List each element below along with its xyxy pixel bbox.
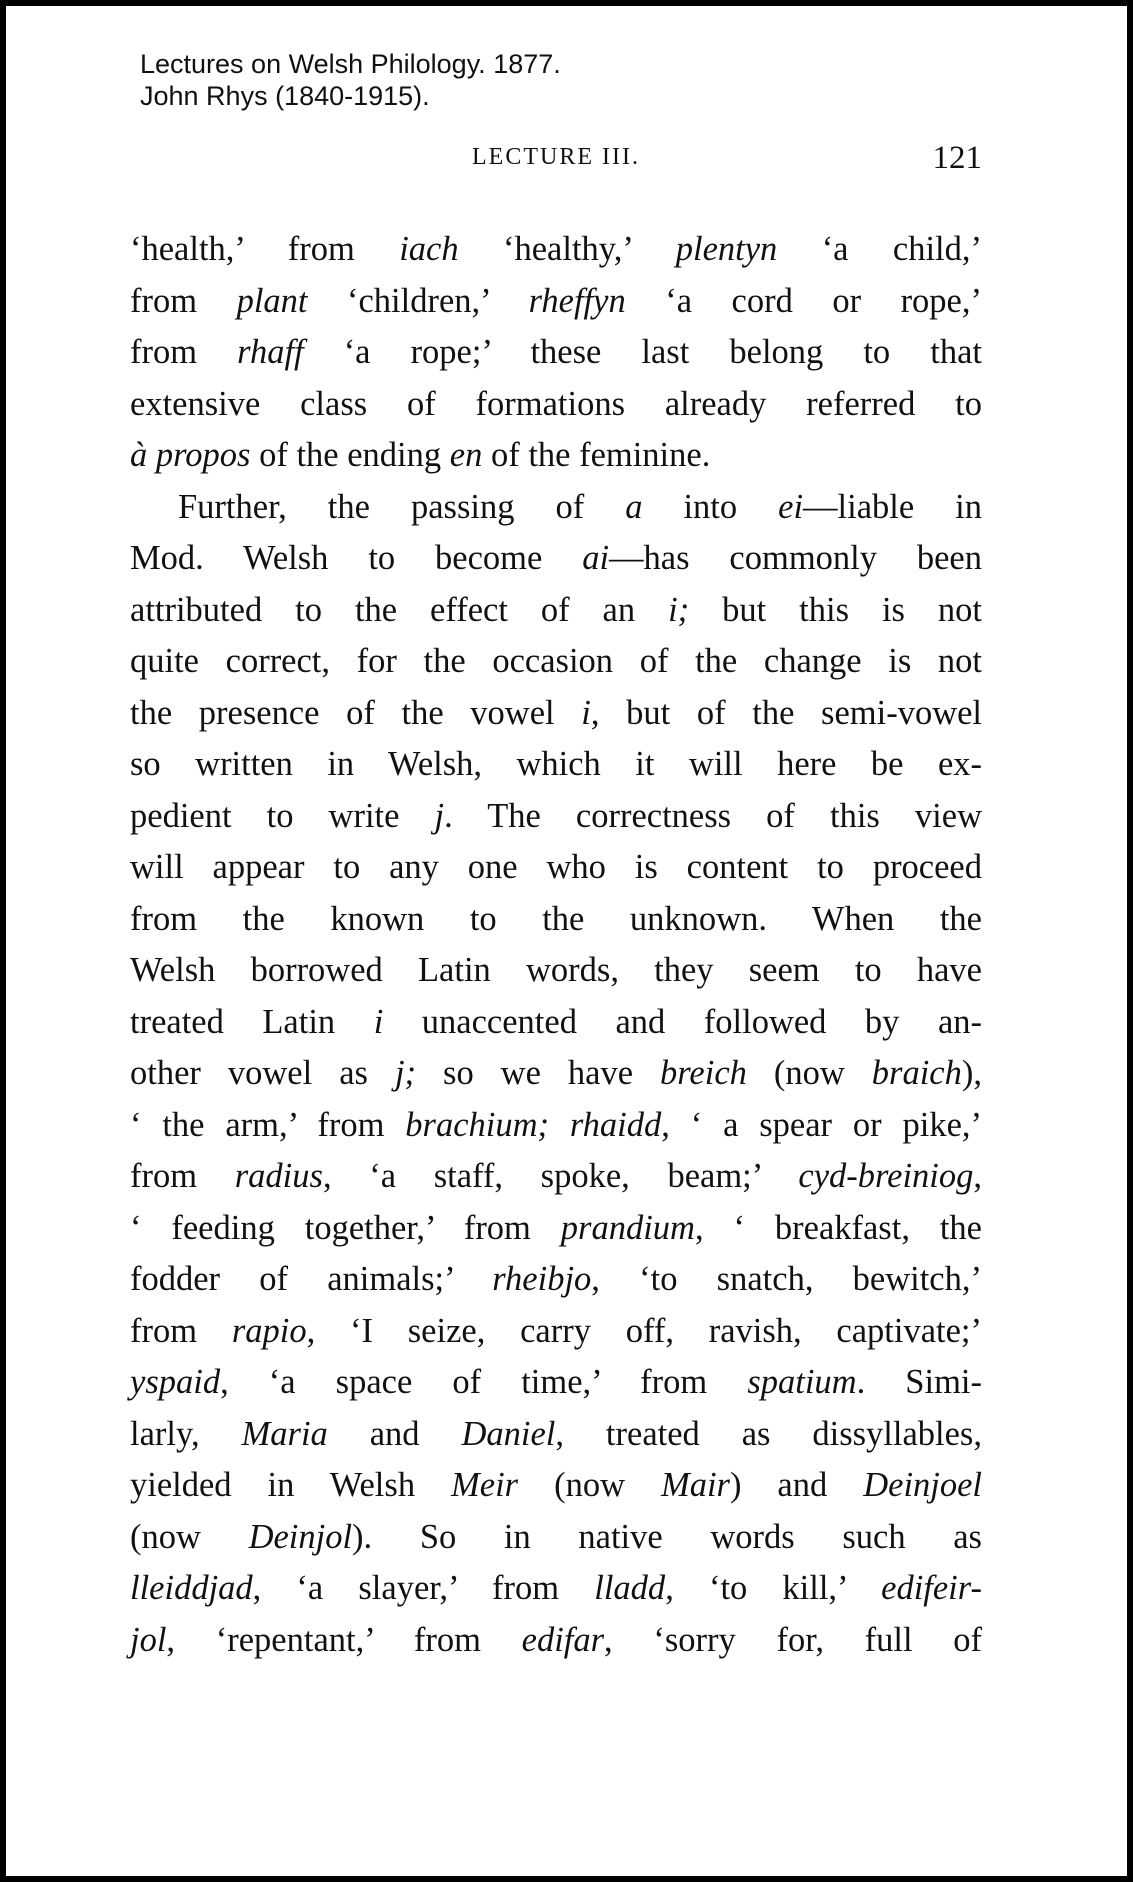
text-run: ‘children,’ [307,281,529,320]
italic-term: Daniel [461,1414,556,1453]
italic-term: Deinjol [248,1517,353,1556]
text-run: ‘a rope;’ these last belong to that [303,333,982,371]
text-run: from [130,1157,235,1195]
book-citation [140,48,561,112]
text-run: , ‘repentant,’ from [166,1620,522,1659]
text-run: , ‘ breakfast, the [694,1208,982,1247]
text-line [130,379,982,431]
italic-term: plant [236,281,308,320]
text-run: unaccented and followed by an- [383,1002,982,1041]
italic-term: lladd [594,1569,666,1607]
italic-term: a [625,487,643,526]
text-run: , ‘sorry for, full of [604,1620,983,1659]
text-run: , treated as dissyllables, [555,1414,982,1453]
italic-term: lleiddjad [130,1569,253,1607]
italic-term: Maria [241,1414,328,1453]
italic-term: braich [871,1054,962,1092]
text-run: ‘ the arm,’ from [130,1105,406,1144]
text-run: , ‘a staff, spoke, beam;’ [322,1157,799,1195]
citation-title: Lectures on Welsh Philology. 1877. [140,49,561,79]
text-run: so we have [416,1054,661,1092]
text-line [130,1512,982,1564]
italic-term: edifeir- [881,1569,982,1607]
text-line [130,1306,982,1358]
text-line [130,688,982,740]
text-run: from [130,281,237,320]
text-line [130,945,982,997]
text-run: . The correctness of this view [444,796,982,835]
text-run: , ‘to kill,’ [665,1569,882,1607]
text-run: ) and [729,1466,864,1504]
running-header [130,140,982,180]
italic-term: breich [660,1054,747,1092]
text-run: yielded in Welsh [130,1466,452,1504]
italic-term: spatium [747,1363,857,1401]
italic-term: Deinjoel [863,1466,983,1504]
text-run: the presence of the vowel [130,693,582,732]
italic-term: radius [234,1157,323,1195]
text-run: quite correct, for the occasion of the change is not [130,642,982,680]
text-run: , ‘a space of time,’ from [220,1363,748,1401]
italic-term: ei [778,487,804,526]
text-run: ‘healthy,’ [458,230,676,268]
text-run: , ‘I seize, carry off, ravish, captivate;’ [306,1311,982,1350]
text-line [130,636,982,688]
italic-term: edifar [521,1620,605,1659]
text-line [130,1254,982,1306]
text-run: other vowel as [130,1054,395,1092]
text-run: treated Latin [130,1002,374,1041]
text-run: , [973,1157,982,1195]
text-run: ), [961,1054,982,1092]
text-run: and [327,1414,462,1453]
text-run: of the feminine. [482,436,711,474]
page-number: 121 [932,140,982,176]
text-run: ‘ feeding together,’ from [130,1208,561,1247]
text-run: extensive class of formations already referred to [130,384,982,423]
italic-term: Mair [660,1466,730,1504]
text-line [130,1203,982,1255]
text-run: Further, the passing of [178,487,626,526]
citation-author: John Rhys (1840-1915). [140,81,430,111]
italic-term: jol [130,1620,167,1659]
text-run: from the known to the unknown. When the [130,899,982,938]
text-run: from [130,333,238,371]
italic-term: yspaid [130,1363,221,1401]
text-line [130,1460,982,1512]
text-run: , ‘to snatch, bewitch,’ [591,1260,982,1298]
italic-term: i [373,1002,384,1041]
italic-term: à propos [130,436,251,474]
italic-term: plentyn [675,230,778,268]
text-run: (now [518,1466,661,1504]
text-run: larly, [130,1414,242,1453]
text-line [130,1100,982,1152]
text-line [130,276,982,328]
text-run: —has commonly been [609,539,982,577]
text-run: so written in Welsh, which it will here be ex- [130,745,982,783]
text-line [130,894,982,946]
italic-term: j [434,796,445,835]
text-line [130,1615,982,1667]
text-run: fodder of animals;’ [130,1260,493,1298]
italic-term: rapio [231,1311,307,1350]
italic-term: rheffyn [528,281,626,320]
text-run: , ‘a slayer,’ from [252,1569,595,1607]
text-line [130,327,982,379]
text-line [130,224,982,276]
italic-term: Meir [451,1466,519,1504]
italic-term: iach [399,230,459,268]
text-run: , but of the semi-vowel [590,693,983,732]
text-line [130,1563,982,1615]
italic-term: i; [668,590,690,629]
text-line [130,791,982,843]
text-run: ‘a child,’ [777,230,982,268]
text-run: ). So in native words such as [352,1517,982,1556]
text-line [130,1409,982,1461]
text-line [130,482,982,534]
italic-term: i [581,693,591,732]
text-run: ‘a cord or rope,’ [625,281,982,320]
italic-term: cyd-breiniog [798,1157,974,1195]
text-line [130,1151,982,1203]
text-run: into [642,487,779,526]
italic-term: rheibjo [492,1260,592,1298]
text-run: attributed to the effect of an [130,590,669,629]
text-run: ‘health,’ from [130,230,400,268]
text-run: . Simi- [856,1363,982,1401]
text-run: pedient to write [130,796,435,835]
text-line [130,585,982,637]
text-run: from [130,1311,232,1350]
lecture-title: LECTURE III. [472,144,640,170]
text-run: will appear to any one who is content to proceed [130,848,982,886]
text-run: (now [746,1054,872,1092]
text-line [130,739,982,791]
italic-term: ai [582,539,610,577]
text-line [130,997,982,1049]
text-line [130,430,982,482]
text-run: but this is not [689,590,982,629]
text-line [130,1048,982,1100]
text-line [130,1357,982,1409]
text-run: Welsh borrowed Latin words, they seem to have [130,951,982,989]
text-run: (now [130,1517,249,1556]
text-line [130,842,982,894]
text-run: —liable in [803,487,982,526]
text-line [130,533,982,585]
italic-term: en [449,436,483,474]
italic-term: prandium [560,1208,695,1247]
text-run: , ‘ a spear or pike,’ [661,1105,982,1144]
italic-term: rhaff [237,333,304,371]
italic-term: brachium; rhaidd [405,1105,662,1144]
italic-term: j; [394,1054,417,1092]
body-text [130,224,982,1666]
text-run: Mod. Welsh to become [130,539,583,577]
text-run: of the ending [250,436,450,474]
